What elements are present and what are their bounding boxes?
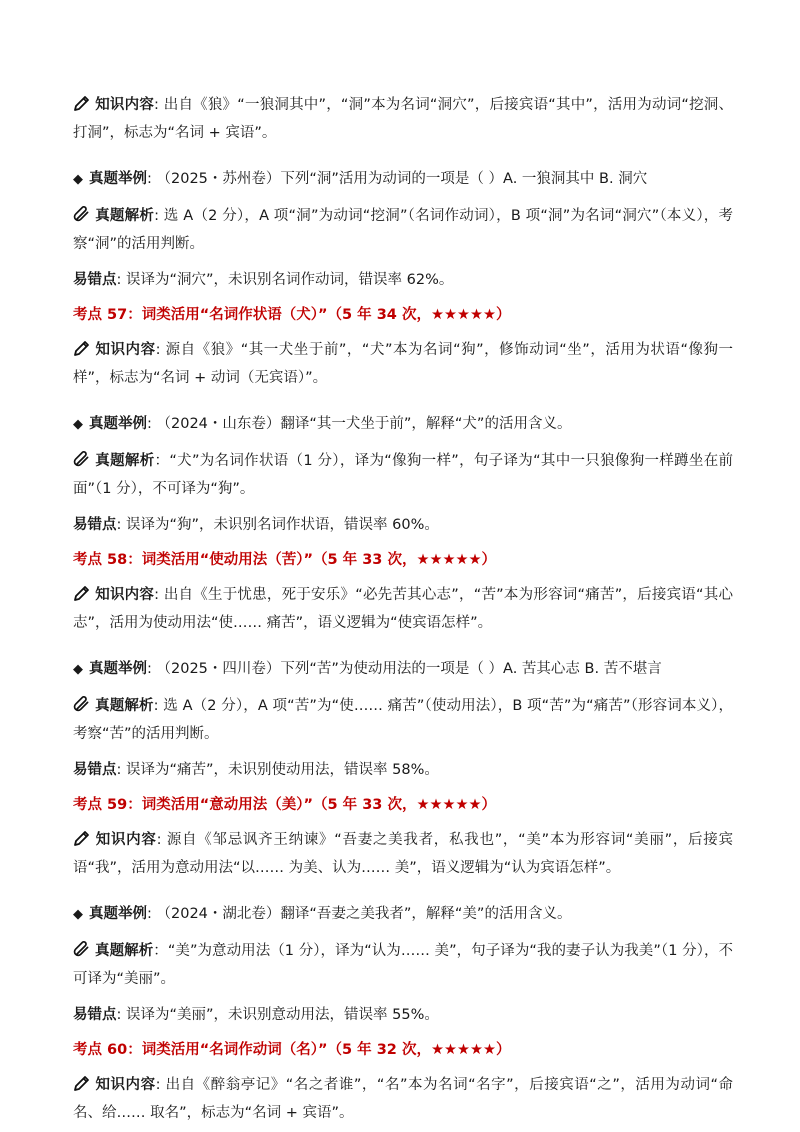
- example-label: 真题举例: [89, 171, 147, 187]
- knowledge-paragraph: 知识内容: 出自《醉翁亭记》“名之者谁”，“名”本为名词“名字”，后接宾语“之”，活用为动词“命名、给…… 取名”，标志为“名词 + 宾语”。: [73, 1077, 734, 1121]
- example-paragraph: ◆ 真题举例: （2025・苏州卷）下列“洞”活用为动词的一项是（ ）A. 一狼洞其中 B. 洞穴: [73, 171, 648, 187]
- error-label: 易错点: [73, 517, 117, 533]
- analysis-label: 真题解析: [95, 698, 154, 714]
- example-label: 真题举例: [89, 416, 147, 432]
- error-text: 误译为“洞穴”，未识别名词作动词，错误率 62%。: [126, 272, 454, 288]
- diamond-icon: ◆: [73, 907, 83, 922]
- knowledge-paragraph: 知识内容: 源自《狼》“其一犬坐于前”，“犬”本为名词“狗”，修饰动词“坐”，活用为状语“像狗一样”，标志为“名词 + 动词（无宾语）”。: [73, 342, 734, 386]
- analysis-paragraph: 真题解析: 选 A（2 分），A 项“苦”为“使…… 痛苦”（使动用法），B 项“苦”为“痛苦”（形容词本义），考察“苦”的活用判断。: [73, 692, 733, 748]
- error-paragraph: 易错点: 误译为“狗”，未识别名词作状语，错误率 60%。: [73, 517, 439, 533]
- section-heading: 考点 59：词类活用“意动用法（美）”（5 年 33 次，★★★★★）: [73, 797, 496, 813]
- knowledge-text: 出自《狼》“一狼洞其中”，“洞”本为名词“洞穴”，后接宾语“其中”，活用为动词“挖洞、打洞”，标志为“名词 + 宾语”。: [73, 97, 733, 141]
- analysis-label: 真题解析: [95, 453, 155, 469]
- error-text: 误译为“痛苦”，未识别使动用法，错误率 58%。: [126, 762, 439, 778]
- analysis-text: 选 A（2 分），A 项“苦”为“使…… 痛苦”（使动用法），B 项“苦”为“痛苦”（形容词本义），考察“苦”的活用判断。: [73, 698, 733, 742]
- pencil-icon: [73, 95, 95, 112]
- section-heading: 考点 58：词类活用“使动用法（苦）”（5 年 33 次，★★★★★）: [73, 552, 496, 568]
- knowledge-paragraph: 知识内容: 出自《狼》“一狼洞其中”，“洞”本为名词“洞穴”，后接宾语“其中”，活用为动词“挖洞、打洞”，标志为“名词 + 宾语”。: [73, 97, 733, 141]
- analysis-paragraph: 真题解析：“犬”为名词作状语（1 分），译为“像狗一样”，句子译为“其中一只狼像狗一样蹲坐在前面”（1 分），不可译为“狗”。: [73, 447, 733, 503]
- section-heading: 考点 60：词类活用“名词作动词（名）”（5 年 32 次，★★★★★）: [73, 1042, 511, 1058]
- knowledge-text: 出自《生于忧患，死于安乐》“必先苦其心志”，“苦”本为形容词“痛苦”，后接宾语“其心志”，活用为使动用法“使…… 痛苦”，语义逻辑为“使宾语怎样”。: [73, 587, 733, 631]
- paperclip-icon: [73, 450, 95, 468]
- analysis-paragraph: 真题解析：“美”为意动用法（1 分），译为“认为…… 美”，句子译为“我的妻子认为我美”（1 分），不可译为“美丽”。: [73, 937, 733, 993]
- diamond-icon: ◆: [73, 172, 83, 187]
- pencil-icon: [73, 830, 95, 847]
- example-paragraph: ◆ 真题举例: （2025・四川卷）下列“苦”为使动用法的一项是（ ）A. 苦其心志 B. 苦不堪言: [73, 661, 662, 677]
- knowledge-label: 知识内容: [95, 342, 156, 358]
- analysis-label: 真题解析: [95, 208, 155, 224]
- analysis-text: 选 A（2 分），A 项“洞”为动词“挖洞”（名词作动词），B 项“洞”为名词“洞穴”（本义），考察“洞”的活用判断。: [73, 208, 734, 252]
- knowledge-label: 知识内容: [95, 587, 155, 603]
- knowledge-text: 源自《邹忌讽齐王纳谏》“吾妻之美我者，私我也”，“美”本为形容词“美丽”，后接宾语“我”，活用为意动用法“以…… 为美、认为…… 美”，语义逻辑为“认为宾语怎样”。: [73, 832, 733, 876]
- knowledge-label: 知识内容: [95, 1077, 156, 1093]
- paperclip-icon: [73, 205, 95, 223]
- error-text: 误译为“美丽”，未识别意动用法，错误率 55%。: [126, 1007, 439, 1023]
- section-heading: 考点 57：词类活用“名词作状语（犬）”（5 年 34 次，★★★★★）: [73, 307, 511, 323]
- error-paragraph: 易错点: 误译为“洞穴”，未识别名词作动词，错误率 62%。: [73, 272, 454, 288]
- error-text: 误译为“狗”，未识别名词作状语，错误率 60%。: [126, 517, 439, 533]
- example-text: （2025・四川卷）下列“苦”为使动用法的一项是（ ）A. 苦其心志 B. 苦不堪言: [156, 661, 662, 677]
- error-label: 易错点: [73, 762, 117, 778]
- error-paragraph: 易错点: 误译为“痛苦”，未识别使动用法，错误率 58%。: [73, 762, 439, 778]
- example-label: 真题举例: [89, 906, 147, 922]
- analysis-paragraph: 真题解析: 选 A（2 分），A 项“洞”为动词“挖洞”（名词作动词），B 项“洞”为名词“洞穴”（本义），考察“洞”的活用判断。: [73, 202, 733, 258]
- error-paragraph: 易错点: 误译为“美丽”，未识别意动用法，错误率 55%。: [73, 1007, 439, 1023]
- diamond-icon: ◆: [73, 662, 83, 677]
- error-label: 易错点: [73, 1007, 117, 1023]
- example-paragraph: ◆ 真题举例: （2024・山东卷）翻译“其一犬坐于前”，解释“犬”的活用含义。: [73, 416, 572, 432]
- example-text: （2024・湖北卷）翻译“吾妻之美我者”，解释“美”的活用含义。: [156, 906, 572, 922]
- knowledge-text: 源自《狼》“其一犬坐于前”，“犬”本为名词“狗”，修饰动词“坐”，活用为状语“像狗一样”，标志为“名词 + 动词（无宾语）”。: [73, 342, 734, 386]
- example-paragraph: ◆ 真题举例: （2024・湖北卷）翻译“吾妻之美我者”，解释“美”的活用含义。: [73, 906, 572, 922]
- example-text: （2024・山东卷）翻译“其一犬坐于前”，解释“犬”的活用含义。: [156, 416, 572, 432]
- pencil-icon: [73, 1075, 95, 1092]
- analysis-text: “美”为意动用法（1 分），译为“认为…… 美”，句子译为“我的妻子认为我美”（1 分），不可译为“美丽”。: [73, 943, 734, 987]
- pencil-icon: [73, 340, 95, 357]
- knowledge-paragraph: 知识内容: 源自《邹忌讽齐王纳谏》“吾妻之美我者，私我也”，“美”本为形容词“美丽”，后接宾语“我”，活用为意动用法“以…… 为美、认为…… 美”，语义逻辑为“认为宾语怎样”。: [73, 832, 733, 876]
- diamond-icon: ◆: [73, 417, 83, 432]
- analysis-text: “犬”为名词作状语（1 分），译为“像狗一样”，句子译为“其中一只狼像狗一样蹲坐在前面”（1 分），不可译为“狗”。: [73, 453, 734, 497]
- error-label: 易错点: [73, 272, 117, 288]
- example-label: 真题举例: [89, 661, 147, 677]
- paperclip-icon: [73, 695, 95, 713]
- knowledge-paragraph: 知识内容: 出自《生于忧患，死于安乐》“必先苦其心志”，“苦”本为形容词“痛苦”，后接宾语“其心志”，活用为使动用法“使…… 痛苦”，语义逻辑为“使宾语怎样”。: [73, 587, 733, 631]
- document-content: [73, 91, 733, 1127]
- knowledge-label: 知识内容: [95, 832, 157, 848]
- pencil-icon: [73, 585, 95, 602]
- paperclip-icon: [73, 940, 95, 958]
- knowledge-text: 出自《醉翁亭记》“名之者谁”，“名”本为名词“名字”，后接宾语“之”，活用为动词“命名、给…… 取名”，标志为“名词 + 宾语”。: [73, 1077, 734, 1121]
- analysis-label: 真题解析: [95, 943, 154, 959]
- example-text: （2025・苏州卷）下列“洞”活用为动词的一项是（ ）A. 一狼洞其中 B. 洞穴: [156, 171, 648, 187]
- knowledge-label: 知识内容: [95, 97, 155, 113]
